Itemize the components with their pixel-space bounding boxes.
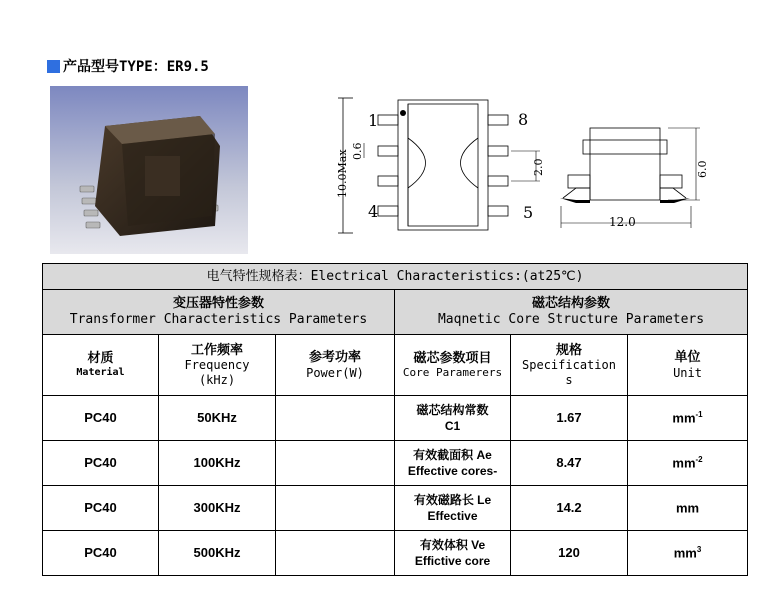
dimension-drawing bbox=[328, 88, 728, 258]
unit-sup: -2 bbox=[695, 455, 703, 465]
pin-5-label: 5 bbox=[523, 203, 534, 222]
cell-param-en: Effictive core bbox=[414, 554, 491, 568]
table-row bbox=[43, 396, 748, 441]
table-row bbox=[43, 441, 748, 486]
core-section-en: Maqnetic Core Structure Parameters bbox=[437, 312, 705, 327]
cell-unit bbox=[628, 531, 748, 576]
unit-text: mm bbox=[673, 545, 697, 561]
col-frequency bbox=[159, 335, 276, 396]
dim-side-height-label: 6.0 bbox=[696, 160, 709, 178]
core-section-header bbox=[395, 290, 748, 335]
cell-material: PC40 bbox=[43, 531, 159, 576]
pin-4-label: 4 bbox=[368, 202, 379, 221]
cell-material: PC40 bbox=[43, 396, 159, 441]
col-param-cn: 磁芯参数项目 bbox=[413, 350, 492, 366]
col-freq-cn: 工作频率 bbox=[190, 342, 243, 358]
product-photo bbox=[50, 86, 248, 254]
cell-param-cn: 有效体积 Ve bbox=[419, 537, 486, 552]
cell-frequency: 50KHz bbox=[159, 396, 276, 441]
col-specification bbox=[511, 335, 628, 396]
pin-8-label: 8 bbox=[518, 110, 529, 129]
unit-text: mm bbox=[672, 410, 696, 426]
cell-param-cn: 有效截面积 Ae bbox=[413, 447, 492, 462]
cell-frequency: 500KHz bbox=[159, 531, 276, 576]
cell-unit bbox=[628, 441, 748, 486]
dim-width-label: 12.0 bbox=[609, 215, 636, 229]
cell-frequency: 300KHz bbox=[159, 486, 276, 531]
cell-core-param bbox=[395, 396, 511, 441]
col-power-cn: 参考功率 bbox=[308, 350, 361, 365]
col-spec-cn: 规格 bbox=[555, 342, 582, 358]
dim-pin-width-label: 0.6 bbox=[351, 142, 364, 160]
cell-power bbox=[276, 486, 395, 531]
unit-sup: -1 bbox=[695, 410, 703, 420]
unit-text: mm bbox=[675, 500, 700, 516]
col-spec-en2: s bbox=[565, 372, 573, 387]
col-spec-en: Specification bbox=[522, 358, 616, 373]
cell-frequency: 100KHz bbox=[159, 441, 276, 486]
col-freq-en: Frequency bbox=[184, 358, 250, 373]
cell-spec: 8.47 bbox=[511, 441, 628, 486]
dim-height-label: 10.0Max bbox=[336, 149, 349, 198]
unit-sup: 3 bbox=[696, 545, 702, 555]
electrical-characteristics-table bbox=[42, 263, 748, 576]
col-freq-unit: (kHz) bbox=[198, 372, 236, 387]
table-row bbox=[43, 531, 748, 576]
cell-core-param bbox=[395, 486, 511, 531]
cell-param-cn: 有效磁路长 Le bbox=[413, 492, 492, 507]
cell-core-param bbox=[395, 441, 511, 486]
col-param-en: Core Paramerers bbox=[402, 366, 503, 380]
col-unit bbox=[628, 335, 748, 396]
cell-power bbox=[276, 441, 395, 486]
col-unit-cn: 单位 bbox=[674, 350, 701, 365]
product-title bbox=[47, 55, 209, 77]
cell-power bbox=[276, 531, 395, 576]
col-material bbox=[43, 335, 159, 396]
cell-power bbox=[276, 396, 395, 441]
cell-core-param bbox=[395, 531, 511, 576]
cell-unit bbox=[628, 396, 748, 441]
table-row bbox=[43, 486, 748, 531]
cell-param-cn: 磁芯结构常数 bbox=[416, 402, 489, 417]
cell-param-en: C1 bbox=[444, 419, 461, 433]
cell-param-en: Effective bbox=[427, 509, 478, 523]
cell-unit bbox=[628, 486, 748, 531]
cell-spec: 14.2 bbox=[511, 486, 628, 531]
table-main-header: 电气特性规格表：Electrical Characteristics:(at25℃) bbox=[43, 264, 748, 290]
cell-material: PC40 bbox=[43, 486, 159, 531]
col-material-cn: 材质 bbox=[87, 351, 114, 367]
unit-text: mm bbox=[672, 455, 696, 471]
transformer-section-en: Transformer Characteristics Parameters bbox=[69, 312, 368, 327]
col-power bbox=[276, 335, 395, 396]
col-power-en: Power(W) bbox=[306, 365, 364, 380]
core-section-cn: 磁芯结构参数 bbox=[532, 296, 611, 312]
transformer-section-cn: 变压器特性参数 bbox=[172, 296, 264, 312]
col-material-en: Material bbox=[76, 366, 125, 378]
cell-spec: 120 bbox=[511, 531, 628, 576]
blue-square-icon bbox=[47, 60, 60, 73]
cell-param-en: Effective cores- bbox=[407, 464, 498, 478]
dim-pitch-label: 2.0 bbox=[532, 158, 545, 176]
col-unit-en: Unit bbox=[673, 365, 702, 380]
cell-spec: 1.67 bbox=[511, 396, 628, 441]
product-title-text: 产品型号TYPE：ER9.5 bbox=[63, 59, 209, 75]
transformer-section-header bbox=[43, 290, 395, 335]
pin-1-label: 1 bbox=[368, 111, 379, 130]
cell-material: PC40 bbox=[43, 441, 159, 486]
col-core-param bbox=[395, 335, 511, 396]
